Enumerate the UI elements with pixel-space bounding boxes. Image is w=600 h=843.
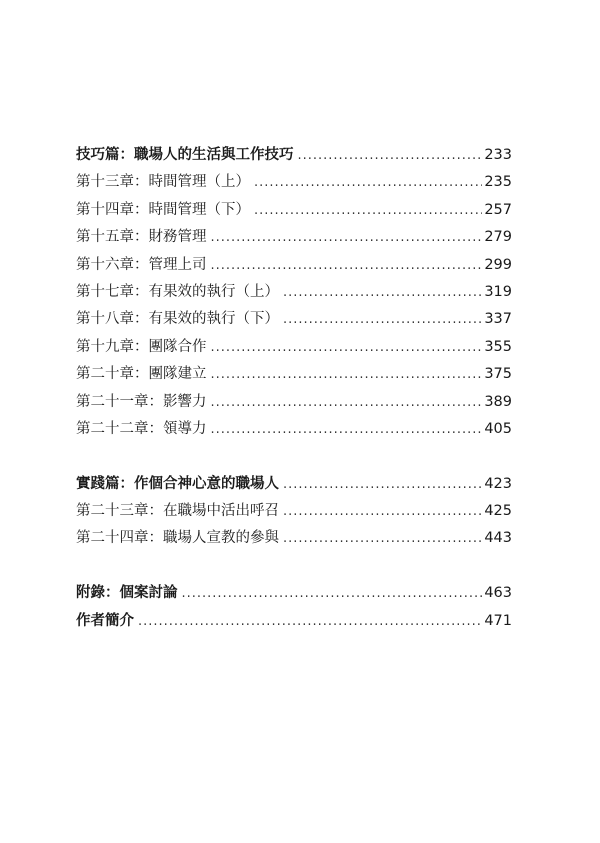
toc-page-number: 235: [484, 174, 512, 191]
toc-entry[interactable]: [76, 334, 512, 361]
group-spacer: [76, 553, 512, 580]
toc-entry-title: 第十九章：團隊合作: [76, 338, 207, 355]
toc-section-heading[interactable]: [76, 580, 512, 607]
dot-leader: [211, 389, 483, 416]
dot-leader: [182, 580, 483, 607]
toc-entry[interactable]: [76, 306, 512, 333]
table-of-contents: [76, 142, 512, 635]
toc-entry[interactable]: [76, 224, 512, 251]
toc-entry-title: 實踐篇：作個合神心意的職場人: [76, 475, 279, 492]
toc-page-number: 443: [484, 530, 512, 547]
toc-entry[interactable]: [76, 525, 512, 552]
toc-entry-title: 第十三章：時間管理（上）: [76, 174, 250, 191]
toc-page-number: 337: [484, 311, 512, 328]
toc-section-heading[interactable]: [76, 142, 512, 169]
dot-leader: [283, 471, 482, 498]
group-spacer: [76, 443, 512, 470]
toc-entry[interactable]: [76, 498, 512, 525]
dot-leader: [283, 498, 482, 525]
toc-entry[interactable]: [76, 197, 512, 224]
toc-entry-title: 技巧篇：職場人的生活與工作技巧: [76, 147, 294, 163]
dot-leader: [283, 279, 482, 306]
toc-page-number: 355: [484, 338, 512, 355]
toc-section-heading[interactable]: [76, 608, 512, 635]
dot-leader: [254, 169, 482, 196]
dot-leader: [254, 197, 482, 224]
toc-page-number: 299: [484, 256, 512, 273]
toc-entry-title: 第二十三章：在職場中活出呼召: [76, 503, 279, 520]
dot-leader: [211, 252, 483, 279]
toc-entry-title: 第二十章：團隊建立: [76, 366, 207, 383]
toc-entry-title: 第十四章：時間管理（下）: [76, 201, 250, 218]
toc-entry[interactable]: [76, 279, 512, 306]
dot-leader: [211, 334, 483, 361]
toc-entry[interactable]: [76, 169, 512, 196]
dot-leader: [283, 525, 482, 552]
toc-page-number: 319: [484, 283, 512, 300]
toc-entry[interactable]: [76, 416, 512, 443]
toc-page-number: 425: [484, 503, 512, 520]
toc-section-heading[interactable]: [76, 471, 512, 498]
toc-entry[interactable]: [76, 361, 512, 388]
dot-leader: [283, 306, 482, 333]
dot-leader: [138, 608, 482, 635]
toc-entry-title: 第十五章：財務管理: [76, 229, 207, 246]
toc-page-number: 423: [484, 475, 512, 492]
toc-entry-title: 第十七章：有果效的執行（上）: [76, 283, 279, 300]
toc-entry-title: 第二十一章：影響力: [76, 393, 207, 410]
dot-leader: [211, 224, 483, 251]
dot-leader: [298, 142, 483, 169]
toc-page-number: 405: [484, 420, 512, 437]
toc-entry-title: 第十八章：有果效的執行（下）: [76, 311, 279, 328]
toc-page-number: 279: [484, 229, 512, 246]
toc-entry[interactable]: [76, 252, 512, 279]
toc-page-number: 233: [484, 147, 512, 163]
toc-entry-title: 附錄：個案討論: [76, 585, 178, 602]
toc-page-number: 375: [484, 366, 512, 383]
toc-entry-title: 第十六章：管理上司: [76, 256, 207, 273]
toc-page-number: 257: [484, 201, 512, 218]
toc-page-number: 389: [484, 393, 512, 410]
toc-page-number: 471: [484, 612, 512, 629]
toc-entry-title: 第二十二章：領導力: [76, 420, 207, 437]
dot-leader: [211, 416, 483, 443]
toc-entry[interactable]: [76, 389, 512, 416]
toc-page-number: 463: [484, 585, 512, 602]
dot-leader: [211, 361, 483, 388]
toc-entry-title: 作者簡介: [76, 612, 134, 629]
toc-entry-title: 第二十四章：職場人宣教的參與: [76, 530, 279, 547]
